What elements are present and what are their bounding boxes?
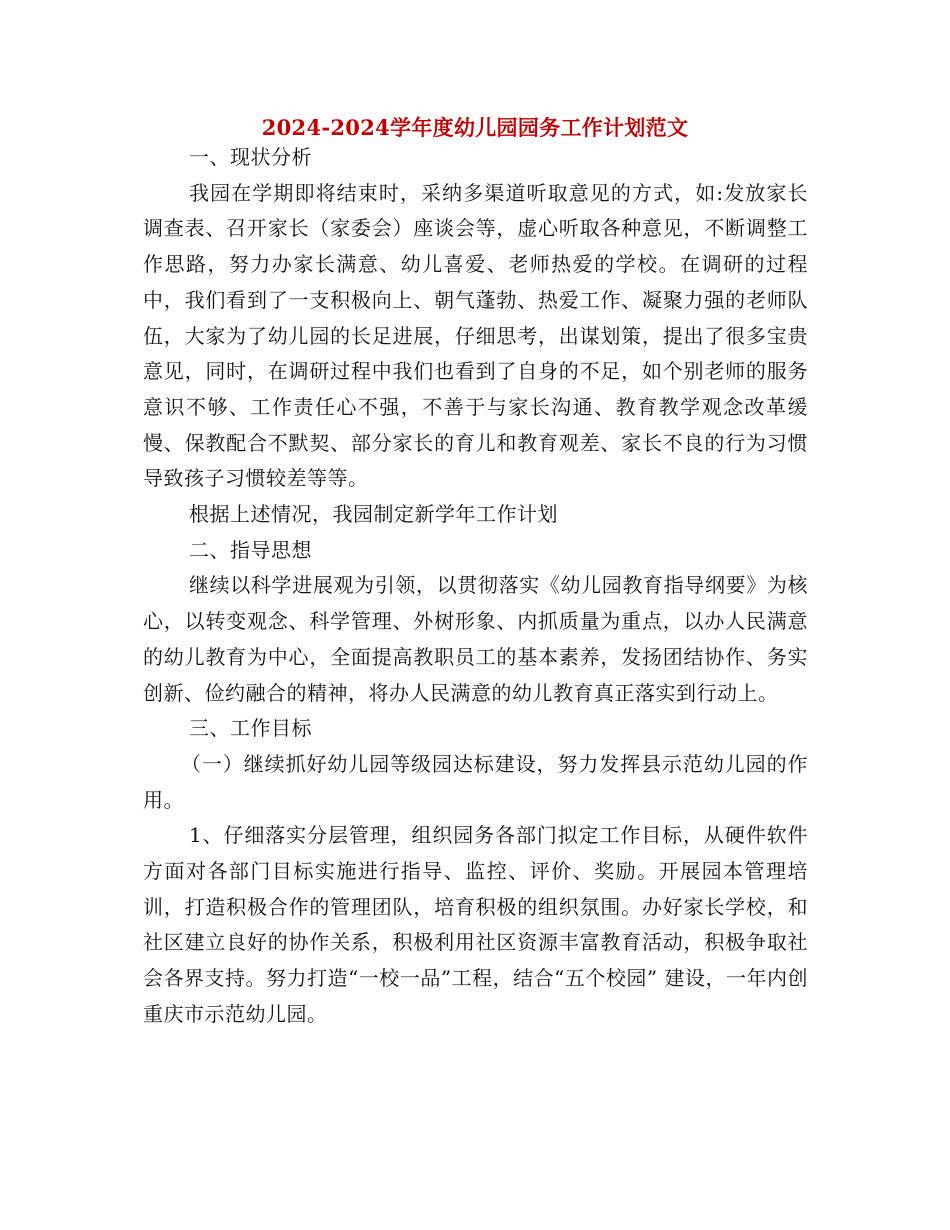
paragraph-status-analysis: 我园在学期即将结束时，采纳多渠道听取意见的方式，如:发放家长调查表、召开家长（家委会）座谈会等，虚心听取各种意见，不断调整工作思路，努力办家长满意、幼儿喜爱、老师热爱的学校。在调研的过程中，我们看到了一支积极向上、朝气蓬勃、热爱工作、凝聚力强的老师队伍，大家为了幼儿园的长足进展，仔细思考，出谋划策，提出了很多宝贵意见，同时，在调研过程中我们也看到了自身的不足，如个别老师的服务意识不够、工作责任心不强，不善于与家长沟通、教育教学观念改革缓慢、保教配合不默契、部分家长的育儿和教育观差、家长不良的行为习惯导致孩子习惯较差等等。 [143,180,808,491]
section-heading-guiding: 二、指导思想 [189,537,312,562]
paragraph-goal-sub1: （一）继续抓好幼儿园等级园达标建设，努力发挥县示范幼儿园的作用。 [143,751,808,812]
section-heading-status: 一、现状分析 [189,145,312,169]
document-title: 2024-2024学年度幼儿园园务工作计划范文 [261,115,689,140]
section-heading-goals: 三、工作目标 [189,716,312,741]
document-body [143,140,808,1033]
paragraph-plan-basis: 根据上述情况，我园制定新学年工作计划 [189,502,558,527]
paragraph-goal-item1: 1、仔细落实分层管理，组织园务各部门拟定工作目标，从硬件软件方面对各部门目标实施进行指导、监控、评价、奖励。开展园本管理培训，打造积极合作的管理团队，培育积极的组织氛围。办好家长学校，和社区建立良好的协作关系，积极利用社区资源丰富教育活动，积极争取社会各界支持。努力打造“一校一品”工程，结合“五个校园” 建设，一年内创重庆市示范幼儿园。 [143,823,808,1026]
paragraph-guiding-ideology: 继续以科学进展观为引领，以贯彻落实《幼儿园教育指导纲要》为核心，以转变观念、科学管理、外树形象、内抓质量为重点，以办人民满意的幼儿教育为中心，全面提高教职员工的基本素养，发扬团结协作、务实创新、俭约融合的精神，将办人民满意的幼儿教育真正落实到行动上。 [143,573,808,705]
